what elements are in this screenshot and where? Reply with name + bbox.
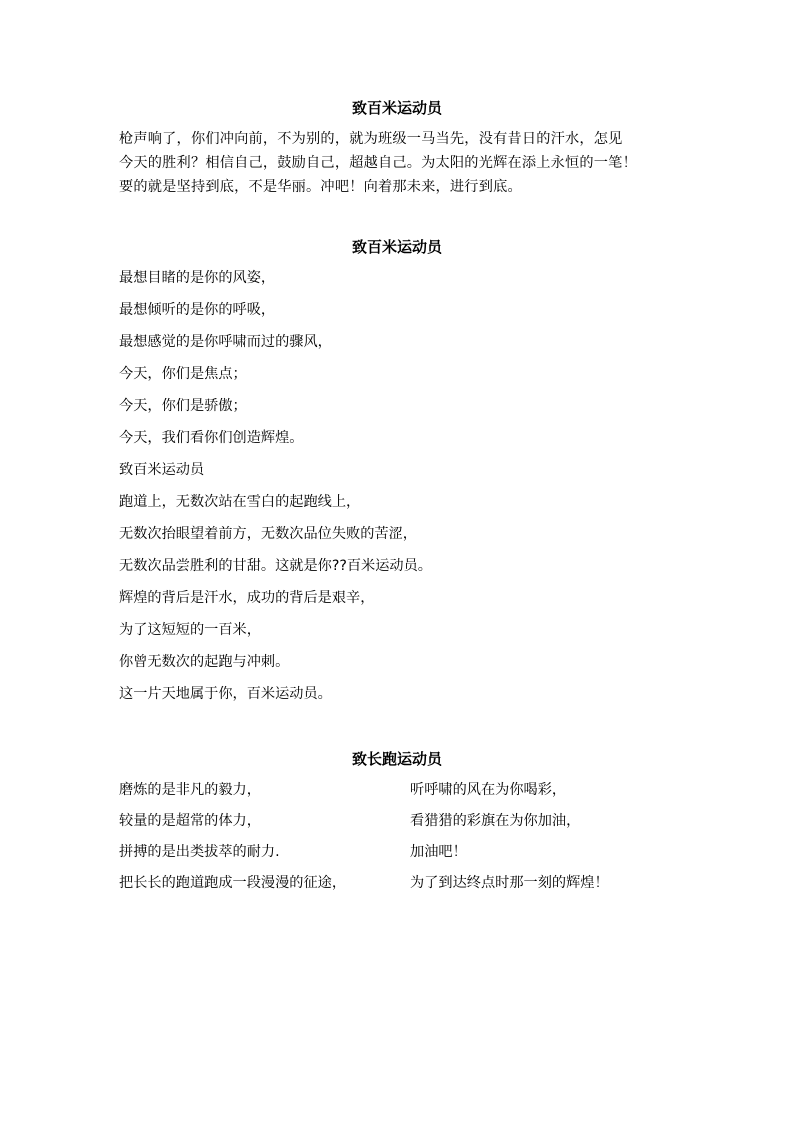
poem-line-right: 加油吧！ — [410, 844, 467, 860]
paragraph-line: 要的就是坚持到底，不是华丽。冲吧！向着那未来，进行到底。 — [119, 179, 522, 195]
poem-line: 最想倾听的是你的呼吸， — [119, 302, 276, 318]
poem-line-left: 磨炼的是非凡的毅力， — [119, 782, 261, 798]
poem-line: 辉煌的背后是汗水，成功的背后是艰辛， — [119, 590, 375, 606]
poem-line: 致百米运动员 — [119, 462, 205, 478]
section-title-sprint-1: 致百米运动员 — [351, 99, 442, 117]
poem-line: 无数次品尝胜利的甘甜。这就是你??百米运动员。 — [119, 558, 432, 574]
poem-line: 最想目睹的是你的风姿， — [119, 270, 276, 286]
poem-long-distance — [119, 775, 679, 899]
poem-line: 无数次抬眼望着前方，无数次品位失败的苦涩， — [119, 526, 417, 542]
poem-line: 跑道上，无数次站在雪白的起跑线上， — [119, 494, 361, 510]
poem-line-right: 为了到达终点时那一刻的辉煌！ — [410, 875, 609, 891]
poem-sprint — [119, 262, 679, 710]
poem-line: 这一片天地属于你，百米运动员。 — [119, 686, 332, 702]
section-title-sprint-2: 致百米运动员 — [351, 238, 442, 256]
poem-line: 今天，我们看你们创造辉煌。 — [119, 430, 304, 446]
section-title-long-distance: 致长跑运动员 — [351, 750, 442, 768]
poem-line-right: 看猎猎的彩旗在为你加油， — [410, 813, 581, 829]
paragraph-sprint-cheer — [119, 127, 679, 199]
poem-row — [119, 775, 679, 806]
poem-line-left: 拼搏的是出类拔萃的耐力. — [119, 844, 280, 860]
poem-row — [119, 837, 679, 868]
poem-line-left: 把长长的跑道跑成一段漫漫的征途， — [119, 875, 347, 891]
poem-line: 最想感觉的是你呼啸而过的骤风， — [119, 334, 332, 350]
poem-line: 今天，你们是骄傲； — [119, 398, 247, 414]
paragraph-line: 今天的胜利？相信自己，鼓励自己，超越自己。为太阳的光辉在添上永恒的一笔！ — [119, 155, 637, 171]
poem-line-right: 听呼啸的风在为你喝彩， — [410, 782, 567, 798]
paragraph-line: 枪声响了，你们冲向前，不为别的，就为班级一马当先，没有昔日的汗水，怎见 — [119, 131, 623, 147]
poem-row — [119, 868, 679, 899]
poem-row — [119, 806, 679, 837]
poem-line-left: 较量的是超常的体力， — [119, 813, 261, 829]
poem-line: 今天，你们是焦点； — [119, 366, 247, 382]
poem-line: 为了这短短的一百米， — [119, 622, 261, 638]
poem-line: 你曾无数次的起跑与冲刺。 — [119, 654, 290, 670]
